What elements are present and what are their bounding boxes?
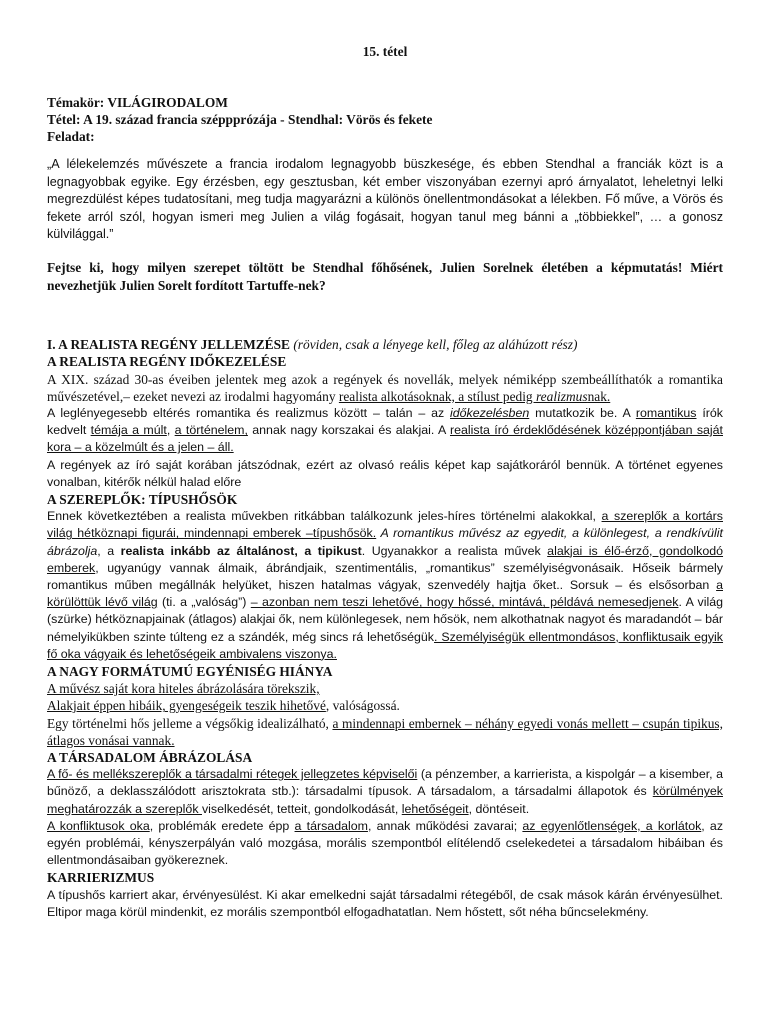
paragraph: A regények az író saját korában játszódnak, ezért az olvasó reális képet kap sajátkoráról bennük. A történet egyenes vonalban, kitérők nélkül halad előre xyxy=(47,457,723,489)
task-label: Feladat: xyxy=(47,129,95,144)
task-question: Fejtse ki, hogy milyen szerepet töltött be Stendhal főhősének, Julien Sorelnek életében a képmutatás! Miért nevezhetjük Julien Sorelt fordított Tartuffe-nek? xyxy=(47,259,723,293)
paragraph: A leglényegesebb eltérés romantika és realizmus között – talán – az időkezelésben mutatkozik be. A romantikus írók kedvelt témája a múlt, a történelem, annak nagy korszakai és alakjai. A realista író érdeklődésének középpontjában saját kora – a közelmúlt és a jelen – áll. xyxy=(47,405,723,455)
paragraph: Ennek következtében a realista művekben ritkábban találkozunk jeles-híres történelmi alakokkal, a szereplők a kortárs világ hétköznapi figurái, mindennapi emberek –típushősök. A romantikus művész az egyedit, a különlegest, a rendkívülit ábrázolja, a realista inkább az általánost, a tipikust. Ugyanakkor a realista művek alakjai is élő-érző, gondolkodó emberek, ugyanúgy vannak álmaik, ábrándjaik, szentimentális, „romantikus” személyiségvonásaik. Hőseik bármely romantikus műben megállnák helyüket, hiszen hatalmas vágyak, szenvedély hajtja őket.. Sorsuk – és elsősorban a körülöttük lévő világ (ti. a „valóság”) – azonban nem teszi lehetővé, hogy hőssé, mintává, példává nemesedjenek. A világ (szürke) hétköznapjainak (átlagos) alakjai ők, nem különlegesek, nem hősök, nem alkothatnak nagyot és maradandót – bár némelyikükben szinte túlteng ez a szándék, még sincs rá lehetőségük. Személyiségük ellentmondásos, konfliktusaik egyik fő oka vágyaik és lehetőségeik ambivalens viszonya. xyxy=(47,509,724,661)
heading-type-heroes: A SZEREPLŐK: TÍPUSHŐSÖK xyxy=(47,491,238,507)
paragraph: A fő- és mellékszereplők a társadalmi rétegek jellegzetes képviselői (a pénzember, a karrierista, a kispolgár – a kisember, a bűnöző, a deklasszálódott arisztokrata stb.): társadalmi típusok. A társadalom, a társadalmi állapotok és körülmények meghatározzák a szereplők viselkedését, tetteit, gondolkodását, lehetőségeit, döntéseit. xyxy=(47,767,723,816)
document-meta xyxy=(47,94,723,145)
thesis-line: Tétel: A 19. század francia széppprózája - Stendhal: Vörös és fekete xyxy=(47,112,433,127)
heading-careerism: KARRIERIZMUS xyxy=(47,870,155,886)
paragraph: A konfliktusok oka, problémák eredete épp a társadalom, annak működési zavarai; az egyenlőtlenségek, a korlátok, az egyén problémái, kényszerpályán való mozgása, morális szempontból elítélendő cselekedetei a társadalom hibáiban és ellentmondásaiban gyökereznek. xyxy=(47,818,724,868)
topic-line: Témakör: VILÁGIRODALOM xyxy=(47,95,228,110)
section-heading-realist-novel: I. A REALISTA REGÉNY JELLEMZÉSE (röviden, csak a lényege kell, főleg az aláhúzott rész) xyxy=(47,337,578,353)
heading-time-handling: A REALISTA REGÉNY IDŐKEZELÉSE xyxy=(47,354,287,370)
paragraph: A XIX. század 30-as éveiben jelentek meg azok a regények és novellák, melyek némiképp szembeállíthatók a romantika művészetével,– ezeket nevezi az irodalmi hagyomány realista alkotásoknak, a stílust pedig realizmusnak. xyxy=(47,371,723,404)
document-body xyxy=(47,336,723,921)
page-title: 15. tétel xyxy=(362,44,408,59)
paragraph: Alakjait éppen hibáik, gyengeségeik teszik hihetővé, valóságossá. xyxy=(47,698,400,714)
heading-society: A TÁRSADALOM ÁBRÁZOLÁSA xyxy=(47,750,253,766)
quote-paragraph: „A lélekelemzés művészete a francia irodalom legnagyobb büszkesége, és ebben Stendhal a franciák közt is a legnagyobbak egyike. Egy érzésben, egy gesztusban, két ember viszonyában ezernyi apró árnyalatot, leheletnyi lelki megrezdülést képes tudatosítani, meg tudja magyarázni a különös önellentmondásokat a lélekben. Fő műve, a Vörös és fekete arról szól, hogyan ismeri meg Julien a világ fogásait, hogyan tanul meg bánni a „többiekkel”, … a gonosz külvilággal.” xyxy=(47,157,723,242)
heading-lack-of-personality: A NAGY FORMÁTUMÚ EGYÉNISÉG HIÁNYA xyxy=(47,664,333,680)
section-note: (röviden, csak a lényege kell, főleg az aláhúzott rész) xyxy=(293,337,578,353)
paragraph: Egy történelmi hős jelleme a végsőkig idealizálható, a mindennapi embernek – néhány egyedi vonás mellett – csupán tipikus, átlagos vonásai vannak. xyxy=(47,715,723,748)
paragraph: A típushős karriert akar, érvényesülést. Ki akar emelkedni saját társadalmi rétegéből, de csak mások kárán érvényesülhet. Eltipor maga körül mindenkit, ez morális szempontból elfogadhatatlan. Nem hőstett, sőt néha bűncselekmény. xyxy=(47,887,723,919)
document-page xyxy=(47,0,723,921)
paragraph: A művész saját kora hiteles ábrázolására törekszik, xyxy=(47,681,320,697)
